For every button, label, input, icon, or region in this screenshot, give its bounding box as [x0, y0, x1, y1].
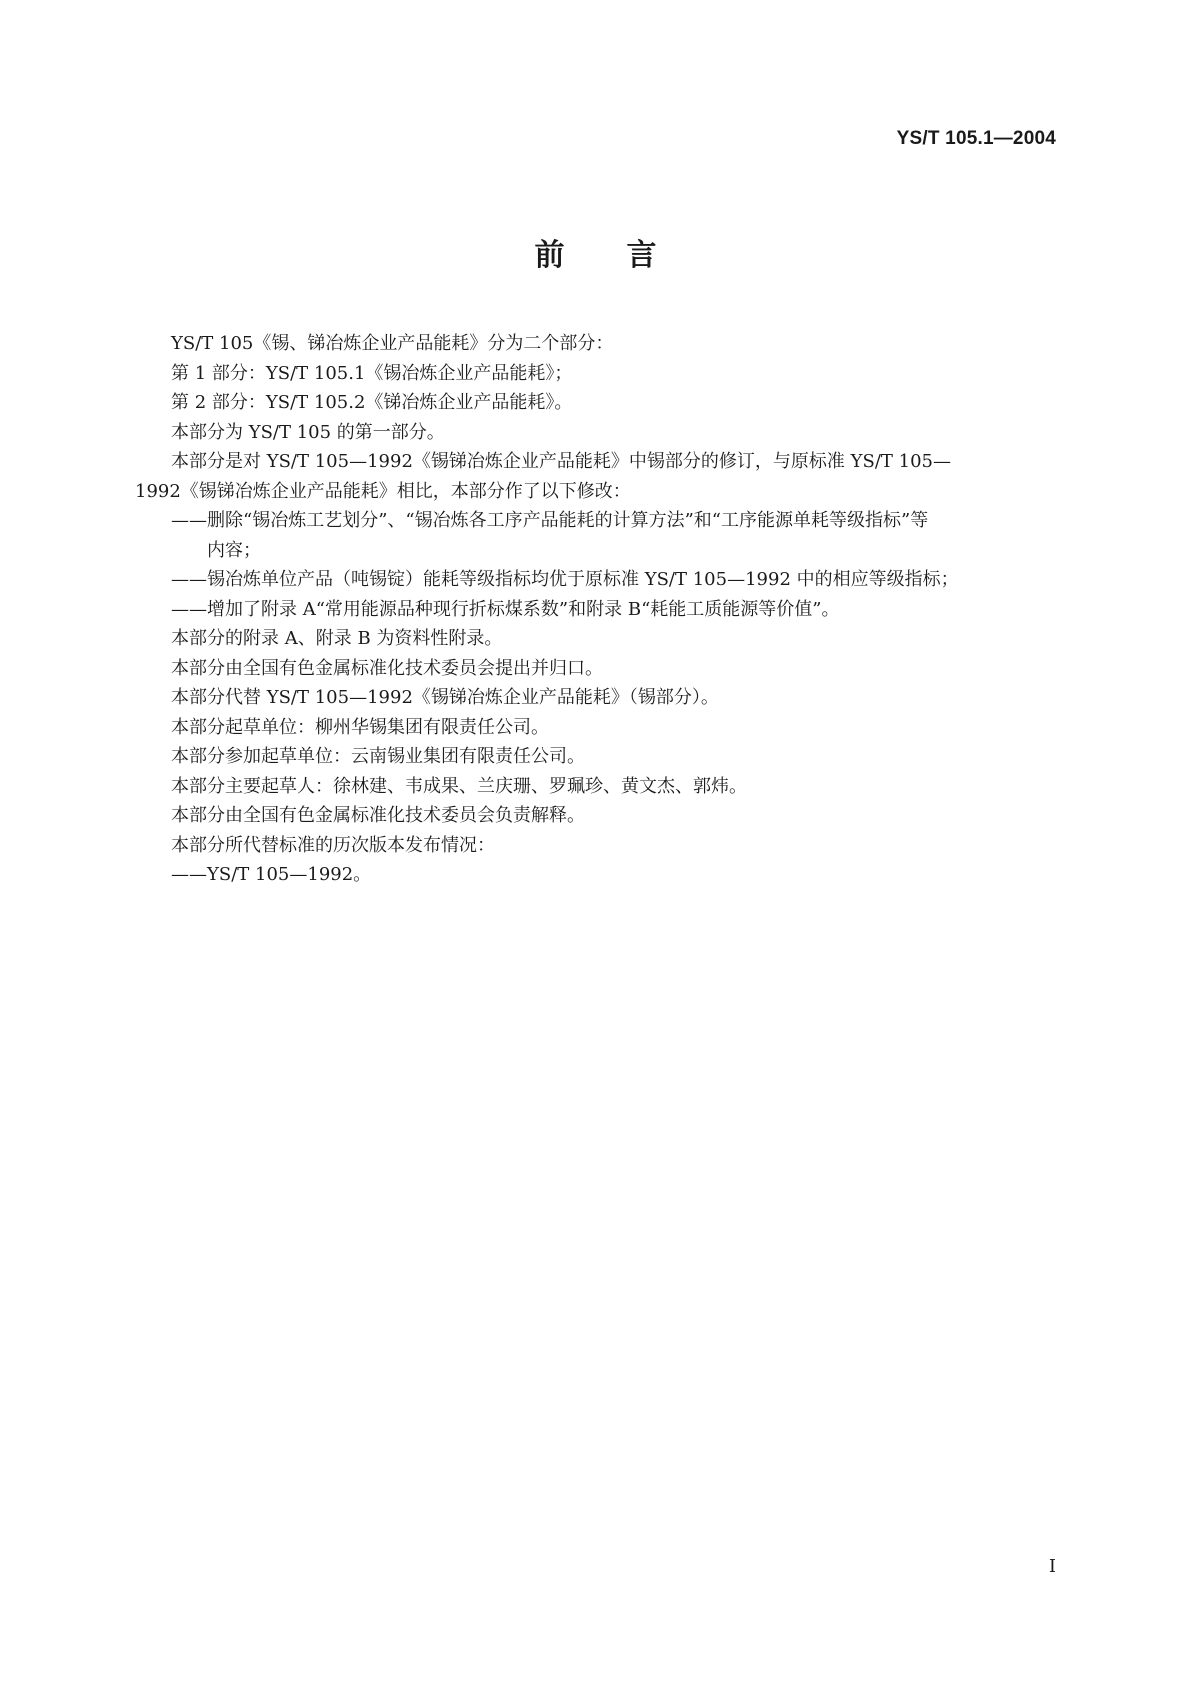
paragraph-parts-intro: YS/T 105《锡、锑冶炼企业产品能耗》分为二个部分： — [171, 333, 614, 354]
paragraph-revision-line-2: 1992《锡锑冶炼企业产品能耗》相比，本部分作了以下修改： — [135, 480, 631, 502]
foreword-body — [135, 329, 1059, 890]
list-item-change-1-line-2: 内容； — [207, 539, 261, 561]
paragraph-this-part: 本部分为 YS/T 105 的第一部分。 — [171, 421, 445, 443]
list-item-change-1 — [135, 506, 1059, 565]
list-item-history-1: ——YS/T 105—1992。 — [171, 864, 372, 885]
paragraph-history: 本部分所代替标准的历次版本发布情况： — [171, 834, 495, 856]
page-title — [0, 230, 1191, 274]
paragraph-part-2: 第 2 部分：YS/T 105.2《锑冶炼企业产品能耗》。 — [171, 392, 573, 413]
page-number: I — [1048, 1556, 1056, 1577]
paragraph-drafters: 本部分主要起草人：徐林建、韦成果、兰庆珊、罗珮珍、黄文杰、郭炜。 — [171, 775, 747, 797]
paragraph-annexes: 本部分的附录 A、附录 B 为资料性附录。 — [171, 628, 503, 649]
list-item-change-3: ——增加了附录 A“常用能源品种现行折标煤系数”和附录 B“耗能工质能源等价值”。 — [171, 598, 840, 620]
paragraph-interpretation: 本部分由全国有色金属标准化技术委员会负责解释。 — [171, 805, 585, 826]
paragraph-drafting-unit: 本部分起草单位：柳州华锡集团有限责任公司。 — [171, 716, 549, 738]
paragraph-proposed-by: 本部分由全国有色金属标准化技术委员会提出并归口。 — [171, 657, 603, 679]
document-code: YS/T 105.1—2004 — [896, 128, 1056, 149]
list-item-change-1-line-1: ——删除“锡冶炼工艺划分”、“锡冶炼各工序产品能耗的计算方法”和“工序能源单耗等级指标”等 — [171, 510, 929, 531]
paragraph-revision-line-1: 本部分是对 YS/T 105—1992《锡锑冶炼企业产品能耗》中锡部分的修订，与原标准 YS/T 105— — [171, 451, 951, 472]
paragraph-part-1: 第 1 部分：YS/T 105.1《锡冶炼企业产品能耗》； — [171, 362, 573, 384]
list-item-change-2: ——锡冶炼单位产品（吨锡锭）能耗等级指标均优于原标准 YS/T 105—1992 中的相应等级指标； — [171, 569, 959, 590]
title-char-2: 言 — [626, 238, 657, 273]
paragraph-replaces: 本部分代替 YS/T 105—1992《锡锑冶炼企业产品能耗》（锡部分）。 — [171, 687, 719, 708]
paragraph-participating-unit: 本部分参加起草单位：云南锡业集团有限责任公司。 — [171, 746, 585, 767]
paragraph-revision — [135, 447, 1059, 506]
title-char-1: 前 — [534, 238, 565, 273]
